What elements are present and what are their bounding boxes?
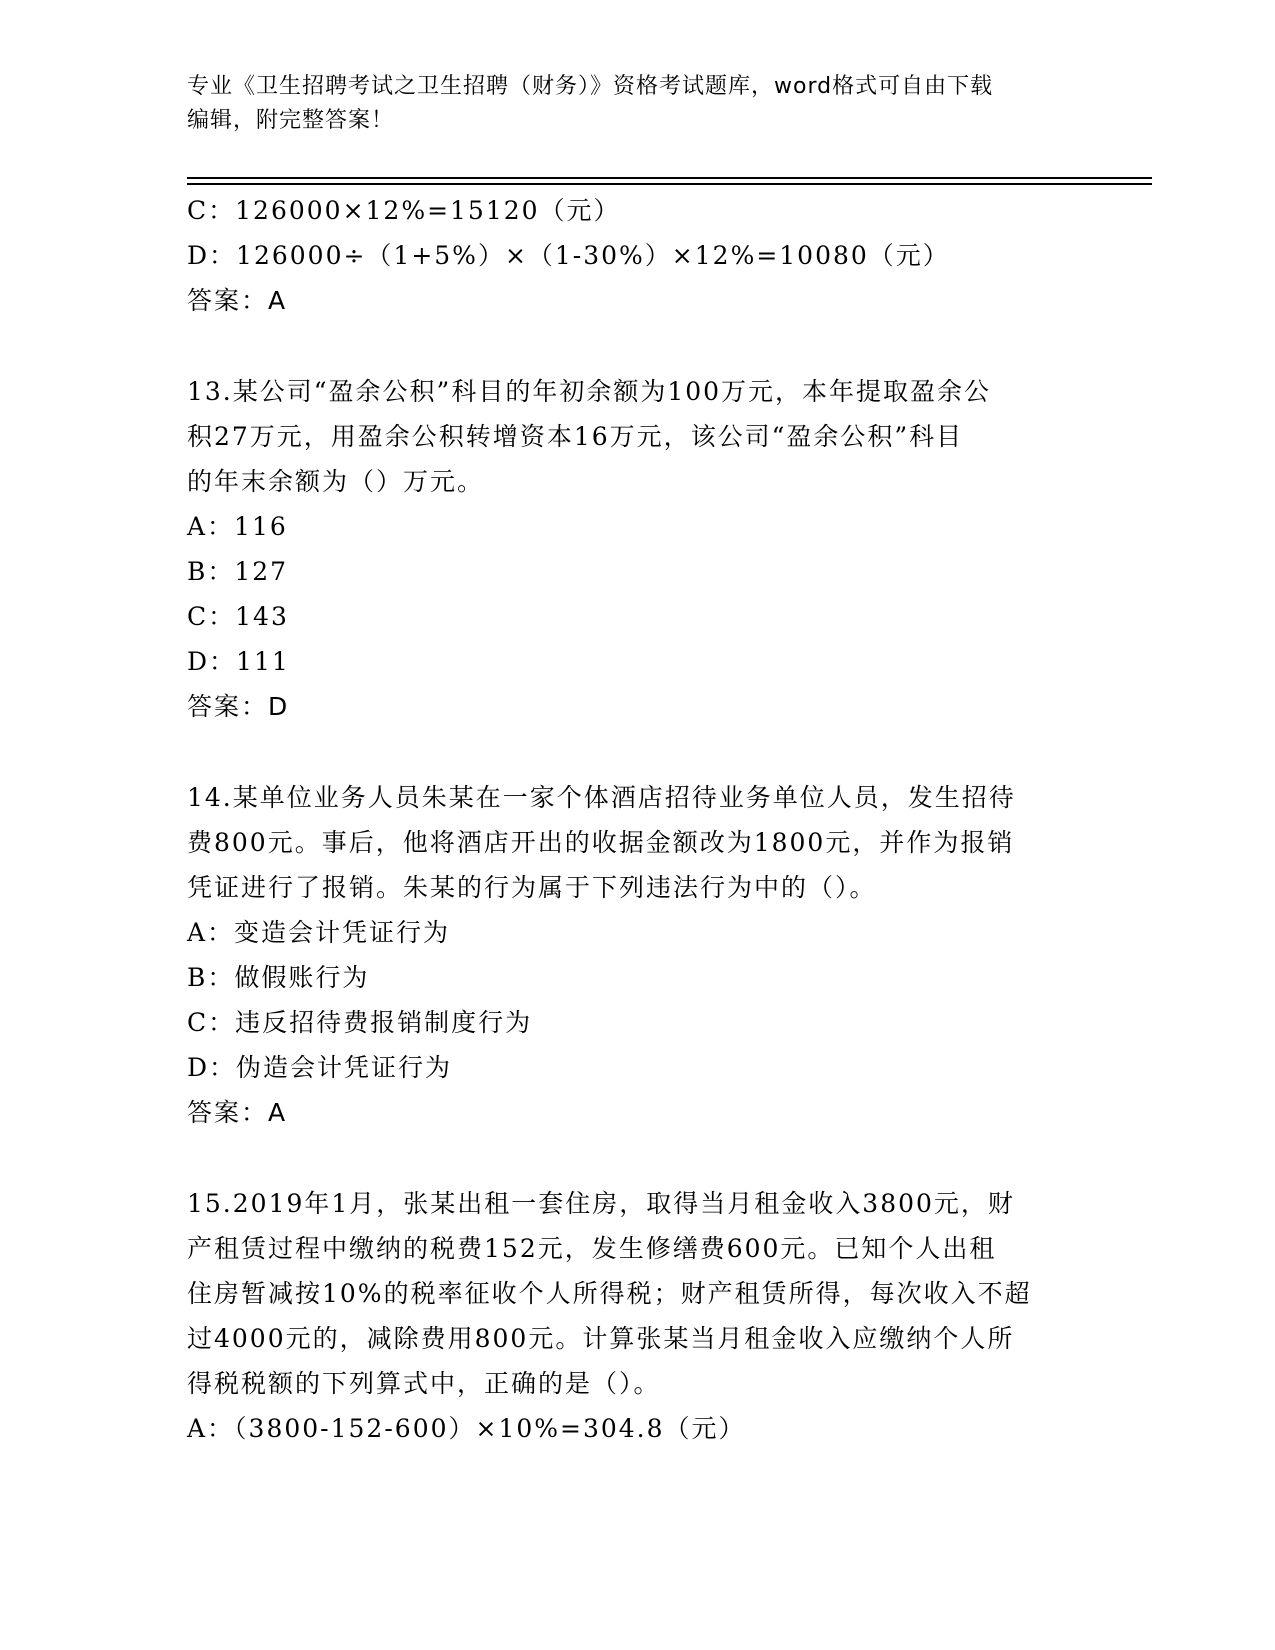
question-12-tail: [187, 188, 1087, 323]
answer: 答案：D: [187, 692, 290, 721]
spacer: [187, 323, 1087, 369]
spacer: [187, 729, 1087, 775]
question-13: [187, 369, 1087, 729]
spacer: [187, 1135, 1087, 1181]
option-d: D：126000÷（1+5%）×（1-30%）×12%=10080（元）: [187, 241, 950, 270]
question-text-line: 13.某公司“盈余公积”科目的年初余额为100万元，本年提取盈余公: [187, 377, 992, 406]
question-text-line: 的年末余额为（）万元。: [187, 467, 485, 496]
header-line-2: 编辑，附完整答案！: [187, 108, 395, 133]
question-14: [187, 775, 1087, 1135]
question-text-line: 产租赁过程中缴纳的税费152元，发生修缮费600元。已知个人出租: [187, 1234, 997, 1263]
question-text-line: 积27万元，用盈余公积转增资本16万元，该公司“盈余公积”科目: [187, 422, 964, 451]
option-d: D：伪造会计凭证行为: [187, 1053, 453, 1082]
answer: 答案：A: [187, 286, 288, 315]
header-line-1: 专业《卫生招聘考试之卫生招聘（财务）》资格考试题库，word格式可自由下载: [187, 74, 994, 99]
option-c: C：违反招待费报销制度行为: [187, 1008, 533, 1037]
question-text-line: 凭证进行了报销。朱某的行为属于下列违法行为中的（）。: [187, 873, 877, 902]
document-body: [187, 188, 1087, 1451]
question-15: [187, 1181, 1087, 1451]
header-divider-top: [187, 177, 1152, 179]
option-a: A：（3800-152-600）×10%=304.8（元）: [187, 1414, 746, 1443]
question-text-line: 过4000元的，减除费用800元。计算张某当月租金收入应缴纳个人所: [187, 1324, 1015, 1353]
option-d: D：111: [187, 647, 290, 676]
option-a: A：116: [187, 512, 288, 541]
option-b: B：127: [187, 557, 289, 586]
header-divider-bottom: [187, 183, 1152, 185]
option-a: A：变造会计凭证行为: [187, 918, 451, 947]
document-header: [187, 70, 1087, 138]
question-text-line: 费800元。事后，他将酒店开出的收据金额改为1800元，并作为报销: [187, 828, 1015, 857]
option-c: C：143: [187, 602, 289, 631]
option-b: B：做假账行为: [187, 963, 370, 992]
option-c: C：126000×12%=15120（元）: [187, 196, 621, 225]
answer: 答案：A: [187, 1098, 288, 1127]
question-text-line: 14.某单位业务人员朱某在一家个体酒店招待业务单位人员，发生招待: [187, 783, 1016, 812]
question-text-line: 住房暂减按10%的税率征收个人所得税；财产租赁所得，每次收入不超: [187, 1279, 1032, 1308]
question-text-line: 得税税额的下列算式中，正确的是（）。: [187, 1369, 661, 1398]
question-text-line: 15.2019年1月，张某出租一套住房，取得当月租金收入3800元，财: [187, 1189, 1015, 1218]
